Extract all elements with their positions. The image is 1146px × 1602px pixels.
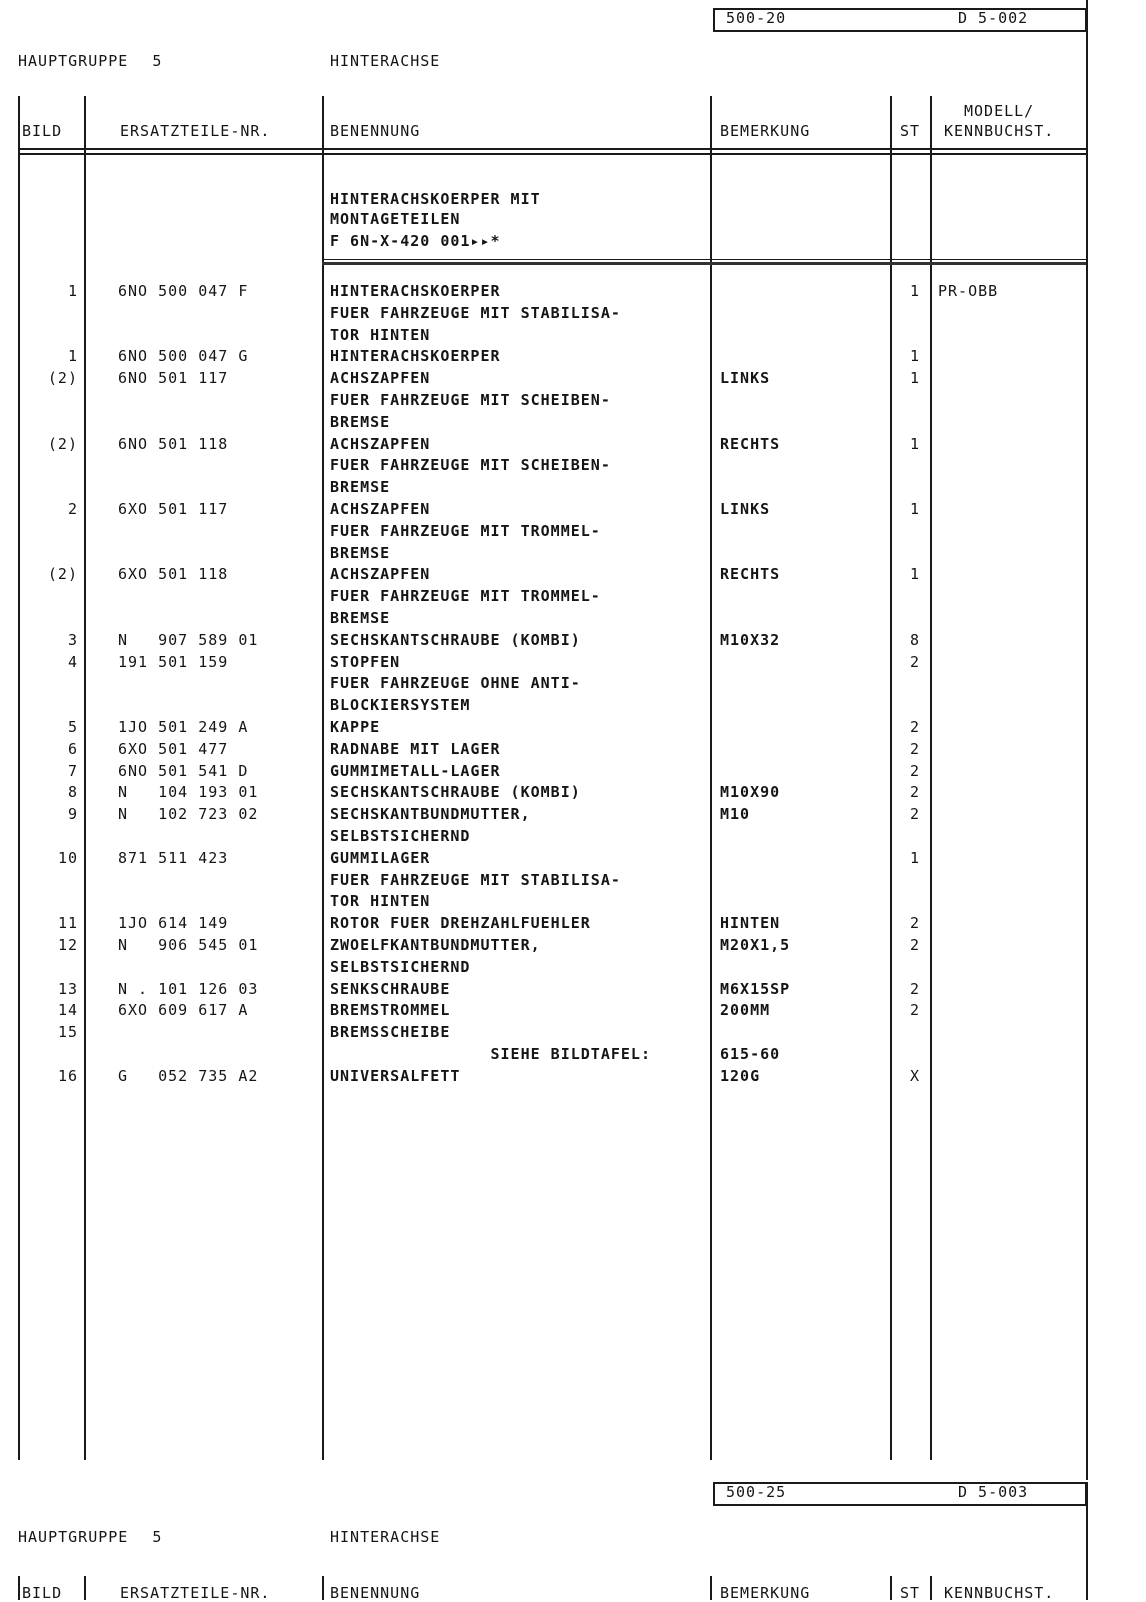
table-row (0, 870, 1146, 890)
group-name: HINTERACHSE (330, 52, 441, 70)
benennung-cell: KAPPE (330, 718, 381, 736)
benennung-cell: BREMSSCHEIBE (330, 1023, 451, 1042)
bemerkung-cell: RECHTS (720, 434, 781, 453)
table-row (0, 1000, 1146, 1020)
benennung-cell: HINTERACHSKOERPER (330, 347, 501, 366)
page2-right-border (1086, 1482, 1088, 1600)
benennung-cell: SIEHE BILDTAFEL: (330, 1045, 651, 1063)
table-row (0, 761, 1146, 781)
part-number-cell: N 104 193 01 (118, 783, 259, 802)
table-row (0, 434, 1146, 454)
bild-cell: 5 (67, 718, 78, 736)
benennung-cell: ZWOELFKANTBUNDMUTTER, (330, 936, 541, 954)
header-ersatzteile-nr: ERSATZTEILE-NR. (120, 122, 271, 140)
part-number-cell: 1JO 614 149 (118, 914, 229, 933)
header-modell: MODELL/ (964, 102, 1035, 120)
table-row (0, 543, 1146, 563)
bild-cell: 1 (67, 282, 78, 300)
bemerkung-cell: LINKS (720, 500, 771, 518)
intro-rule-top (322, 259, 1086, 260)
bild-cell: 11 (57, 914, 78, 933)
part-number-cell: 6NO 501 118 (118, 434, 229, 453)
part-number-cell: 1JO 501 249 A (118, 718, 249, 736)
benennung-cell: FUER FAHRZEUGE MIT SCHEIBEN- (330, 391, 611, 409)
table-row (0, 281, 1146, 301)
quantity-cell: 2 (909, 936, 920, 954)
page2-col-divider-ben (710, 1576, 712, 1600)
table-row (0, 368, 1146, 388)
part-number-cell: 191 501 159 (118, 652, 229, 671)
quantity-cell: 2 (909, 1001, 920, 1020)
benennung-cell: HINTERACHSKOERPER (330, 282, 501, 300)
benennung-cell: FUER FAHRZEUGE OHNE ANTI- (330, 674, 581, 693)
benennung-cell: SECHSKANTSCHRAUBE (KOMBI) (330, 630, 581, 649)
benennung-cell: RADNABE MIT LAGER (330, 739, 501, 758)
table-row (0, 652, 1146, 672)
page2-header-st: ST (900, 1584, 921, 1602)
quantity-cell: 2 (909, 783, 920, 802)
table-row (0, 564, 1146, 584)
table-row (0, 826, 1146, 846)
benennung-cell: ROTOR FUER DREHZAHLFUEHLER (330, 914, 591, 933)
quantity-cell: 2 (909, 914, 920, 933)
intro-line-3: F 6N-X-420 001▸▸* (330, 232, 501, 250)
benennung-cell: TOR HINTEN (330, 325, 431, 344)
page2-header-ersatzteile-nr: ERSATZTEILE-NR. (120, 1584, 271, 1602)
bemerkung-cell: M10X90 (720, 783, 781, 802)
bild-cell: 7 (67, 761, 78, 780)
header-rule-bottom (18, 153, 1086, 155)
part-number-cell: N 906 545 01 (118, 936, 259, 954)
benennung-cell: FUER FAHRZEUGE MIT STABILISA- (330, 870, 621, 889)
page-ref-right: D 5-002 (958, 9, 1029, 27)
table-row (0, 303, 1146, 323)
table-row (0, 891, 1146, 911)
bild-cell: 15 (57, 1023, 78, 1042)
quantity-cell: 1 (909, 565, 920, 584)
benennung-cell: SELBSTSICHERND (330, 957, 471, 976)
part-number-cell: N 102 723 02 (118, 805, 259, 824)
part-number-cell: 6NO 501 541 D (118, 761, 249, 780)
table-row (0, 390, 1146, 410)
quantity-cell: 2 (909, 761, 920, 780)
page2-col-divider-bem (890, 1576, 892, 1600)
benennung-cell: BREMSTROMMEL (330, 1001, 451, 1020)
table-row (0, 586, 1146, 606)
bemerkung-cell: M10X32 (720, 630, 781, 649)
bild-cell: 8 (67, 783, 78, 802)
table-row (0, 979, 1146, 999)
benennung-cell: SECHSKANTBUNDMUTTER, (330, 805, 531, 824)
bemerkung-cell: LINKS (720, 369, 771, 388)
bild-cell: 1 (67, 347, 78, 366)
bild-cell: 9 (67, 805, 78, 824)
bild-cell: 6 (67, 739, 78, 758)
page2-header-benennung: BENENNUNG (330, 1584, 421, 1602)
table-row (0, 521, 1146, 541)
bemerkung-cell: M20X1,5 (720, 936, 791, 954)
table-row (0, 935, 1146, 955)
bild-cell: 3 (67, 630, 78, 649)
table-row (0, 1044, 1146, 1064)
intro-line-2: MONTAGETEILEN (330, 210, 461, 228)
part-number-cell: 6NO 501 117 (118, 369, 229, 388)
benennung-cell: BLOCKIERSYSTEM (330, 696, 471, 715)
page2-ref-left: 500-25 (726, 1483, 787, 1501)
bild-cell: (2) (47, 434, 78, 453)
header-bemerkung: BEMERKUNG (720, 122, 811, 140)
quantity-cell: 2 (909, 979, 920, 998)
table-row (0, 913, 1146, 933)
part-number-cell: G 052 735 A2 (118, 1066, 259, 1085)
bemerkung-cell: 120G (720, 1066, 761, 1085)
table-row (0, 630, 1146, 650)
benennung-cell: FUER FAHRZEUGE MIT STABILISA- (330, 303, 621, 322)
benennung-cell: FUER FAHRZEUGE MIT TROMMEL- (330, 521, 601, 540)
table-row (0, 804, 1146, 824)
page2-table-left-border (18, 1576, 20, 1600)
table-row (0, 325, 1146, 345)
header-kennbuchst: KENNBUCHST. (944, 122, 1055, 140)
group-label: HAUPTGRUPPE 5 (18, 52, 163, 70)
bemerkung-cell: 615-60 (720, 1045, 781, 1063)
table-row (0, 346, 1146, 366)
intro-line-1: HINTERACHSKOERPER MIT (330, 190, 541, 208)
page2-group-label: HAUPTGRUPPE 5 (18, 1528, 163, 1546)
table-row (0, 957, 1146, 977)
part-number-cell: 6NO 500 047 G (118, 347, 249, 366)
benennung-cell: ACHSZAPFEN (330, 434, 431, 453)
part-number-cell: 6NO 500 047 F (118, 282, 249, 300)
page2-header-kennbuchst: KENNBUCHST. (944, 1584, 1055, 1602)
quantity-cell: 2 (909, 652, 920, 671)
benennung-cell: SELBSTSICHERND (330, 827, 471, 845)
header-rule-top (18, 148, 1086, 150)
quantity-cell: 1 (909, 369, 920, 388)
table-row (0, 499, 1146, 519)
bild-cell: 16 (57, 1066, 78, 1085)
page2-col-divider-st (930, 1576, 932, 1600)
table-row (0, 848, 1146, 868)
bemerkung-cell: RECHTS (720, 565, 781, 584)
page2-header-bemerkung: BEMERKUNG (720, 1584, 811, 1602)
bild-cell: 2 (67, 500, 78, 518)
table-row (0, 455, 1146, 475)
bild-cell: (2) (47, 565, 78, 584)
quantity-cell: 2 (909, 718, 920, 736)
benennung-cell: SECHSKANTSCHRAUBE (KOMBI) (330, 783, 581, 802)
part-number-cell: 6XO 501 117 (118, 500, 229, 518)
bemerkung-cell: M10 (720, 805, 751, 824)
header-benennung: BENENNUNG (330, 122, 421, 140)
table-row (0, 1022, 1146, 1042)
table-row (0, 1066, 1146, 1086)
benennung-cell: GUMMIMETALL-LAGER (330, 761, 501, 780)
table-row (0, 717, 1146, 737)
table-row (0, 695, 1146, 715)
page2-ref-right: D 5-003 (958, 1483, 1029, 1501)
page2-col-divider-bild (84, 1576, 86, 1600)
bild-cell: 10 (57, 848, 78, 867)
part-number-cell: N 907 589 01 (118, 630, 259, 649)
page2-group-name: HINTERACHSE (330, 1528, 441, 1546)
part-number-cell: 6XO 501 118 (118, 565, 229, 584)
page2-header-bild: BILD (22, 1584, 63, 1602)
page2-col-divider-nr (322, 1576, 324, 1600)
benennung-cell: TOR HINTEN (330, 892, 431, 911)
benennung-cell: BREMSE (330, 478, 391, 497)
benennung-cell: BREMSE (330, 609, 391, 627)
table-row (0, 477, 1146, 497)
benennung-cell: FUER FAHRZEUGE MIT TROMMEL- (330, 587, 601, 606)
bild-cell: 13 (57, 979, 78, 998)
part-number-cell: 6XO 609 617 A (118, 1001, 249, 1020)
bemerkung-cell: M6X15SP (720, 979, 791, 998)
quantity-cell: 2 (909, 739, 920, 758)
benennung-cell: ACHSZAPFEN (330, 369, 431, 388)
bemerkung-cell: HINTEN (720, 914, 781, 933)
modell-cell: PR-OBB (938, 282, 999, 300)
part-number-cell: 871 511 423 (118, 848, 229, 867)
benennung-cell: BREMSE (330, 543, 391, 562)
benennung-cell: STOPFEN (330, 652, 401, 671)
table-row (0, 673, 1146, 693)
quantity-cell: 1 (909, 282, 920, 300)
benennung-cell: GUMMILAGER (330, 848, 431, 867)
table-row (0, 739, 1146, 759)
quantity-cell: 1 (909, 500, 920, 518)
intro-rule-bottom (322, 262, 1086, 265)
quantity-cell: X (909, 1066, 920, 1085)
bild-cell: 12 (57, 936, 78, 954)
bild-cell: 14 (57, 1001, 78, 1020)
benennung-cell: SENKSCHRAUBE (330, 979, 451, 998)
bild-cell: (2) (47, 369, 78, 388)
bild-cell: 4 (67, 652, 78, 671)
quantity-cell: 8 (909, 630, 920, 649)
part-number-cell: 6XO 501 477 (118, 739, 229, 758)
quantity-cell: 1 (909, 434, 920, 453)
page-ref-left: 500-20 (726, 9, 787, 27)
benennung-cell: UNIVERSALFETT (330, 1066, 461, 1085)
benennung-cell: BREMSE (330, 412, 391, 431)
bemerkung-cell: 200MM (720, 1001, 771, 1020)
quantity-cell: 2 (909, 805, 920, 824)
quantity-cell: 1 (909, 848, 920, 867)
benennung-cell: ACHSZAPFEN (330, 500, 431, 518)
benennung-cell: ACHSZAPFEN (330, 565, 431, 584)
header-bild: BILD (22, 122, 63, 140)
table-row (0, 782, 1146, 802)
part-number-cell: N . 101 126 03 (118, 979, 259, 998)
header-st: ST (900, 122, 921, 140)
quantity-cell: 1 (909, 347, 920, 366)
table-row (0, 608, 1146, 628)
table-row (0, 412, 1146, 432)
benennung-cell: FUER FAHRZEUGE MIT SCHEIBEN- (330, 456, 611, 475)
